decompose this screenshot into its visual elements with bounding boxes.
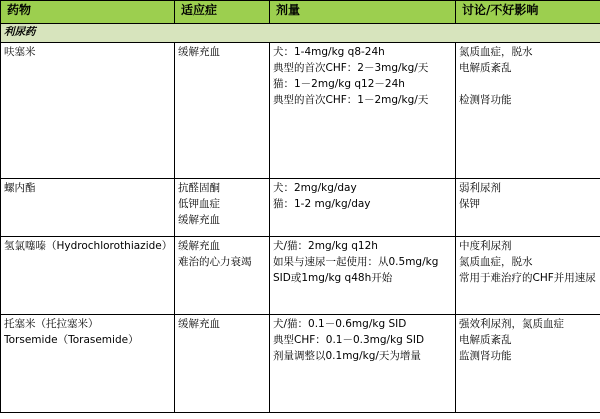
notes-cell	[456, 315, 600, 413]
indication-cell	[175, 237, 270, 315]
dose-text: 犬：2mg/kg/day	[273, 182, 357, 194]
notes-text: 强效利尿剂，氮质血症	[459, 318, 564, 330]
dose-text: 剂量调整以0.1mg/kg/天为增量	[273, 350, 421, 362]
dose-text: 犬/猫：0.1－0.6mg/kg SID	[273, 318, 407, 330]
dose-text: 猫：1-2 mg/kg/day	[273, 198, 371, 210]
indication-text: 难治的心力衰竭	[178, 256, 252, 268]
notes-text: 检测肾功能	[459, 94, 512, 106]
notes-text: 保钾	[459, 198, 480, 210]
notes-text: 电解质紊乱	[459, 334, 512, 346]
table-row	[1, 179, 600, 237]
section-title: 利尿药	[1, 24, 600, 43]
notes-text	[459, 76, 597, 92]
dose-text: 猫：1－2mg/kg q12－24h	[273, 78, 405, 90]
notes-cell	[456, 237, 600, 315]
notes-text: 电解质紊乱	[459, 62, 512, 74]
indication-cell	[175, 43, 270, 179]
dose-text: 典型的首次CHF：1－2mg/kg/天	[273, 94, 429, 106]
indication-cell	[175, 179, 270, 237]
dose-cell	[270, 237, 456, 315]
drug-cell	[1, 43, 175, 179]
dose-text: 如果与速尿一起使用：从0.5mg/kg SID或1mg/kg q48h开始	[273, 256, 439, 284]
drug-cell	[1, 237, 175, 315]
table-row	[1, 237, 600, 315]
drug-name: 氢氯噻嗪（Hydrochlorothiazide）	[4, 240, 173, 252]
drug-name: 呋塞米	[4, 46, 36, 58]
header-drug: 药物	[1, 1, 175, 24]
notes-text: 监测肾功能	[459, 350, 512, 362]
header-indication: 适应症	[175, 1, 270, 24]
indication-text: 缓解充血	[178, 46, 220, 58]
dose-text: 犬/猫：2mg/kg q12h	[273, 240, 378, 252]
indication-cell	[175, 315, 270, 413]
notes-cell	[456, 43, 600, 179]
notes-cell	[456, 179, 600, 237]
dose-cell	[270, 179, 456, 237]
table-row	[1, 43, 600, 179]
drug-name: Torsemide（Torasemide）	[4, 334, 139, 346]
dose-text: 犬：1-4mg/kg q8-24h	[273, 46, 385, 58]
header-row	[1, 1, 600, 24]
notes-text: 氮质血症，脱水	[459, 256, 533, 268]
drug-cell	[1, 179, 175, 237]
notes-text: 氮质血症，脱水	[459, 46, 533, 58]
drug-cell	[1, 315, 175, 413]
drug-name: 螺内酯	[4, 182, 36, 194]
section-row	[1, 24, 600, 43]
drug-name: 托塞米（托拉塞米）	[4, 318, 99, 330]
indication-text: 抗醛固酮	[178, 182, 220, 194]
dose-cell	[270, 315, 456, 413]
indication-text: 缓解充血	[178, 214, 220, 226]
indication-text: 缓解充血	[178, 240, 220, 252]
table-row	[1, 315, 600, 413]
notes-text: 弱利尿剂	[459, 182, 501, 194]
dose-cell	[270, 43, 456, 179]
notes-text: 中度利尿剂	[459, 240, 512, 252]
dose-text: 典型的首次CHF：2－3mg/kg/天	[273, 62, 429, 74]
indication-text: 低钾血症	[178, 198, 220, 210]
indication-text: 缓解充血	[178, 318, 220, 330]
header-dose: 剂量	[270, 1, 456, 24]
notes-text: 常用于难治疗的CHF并用速尿	[459, 272, 596, 284]
header-notes: 讨论/不好影响	[456, 1, 600, 24]
dose-text: 典型CHF：0.1－0.3mg/kg SID	[273, 334, 425, 346]
